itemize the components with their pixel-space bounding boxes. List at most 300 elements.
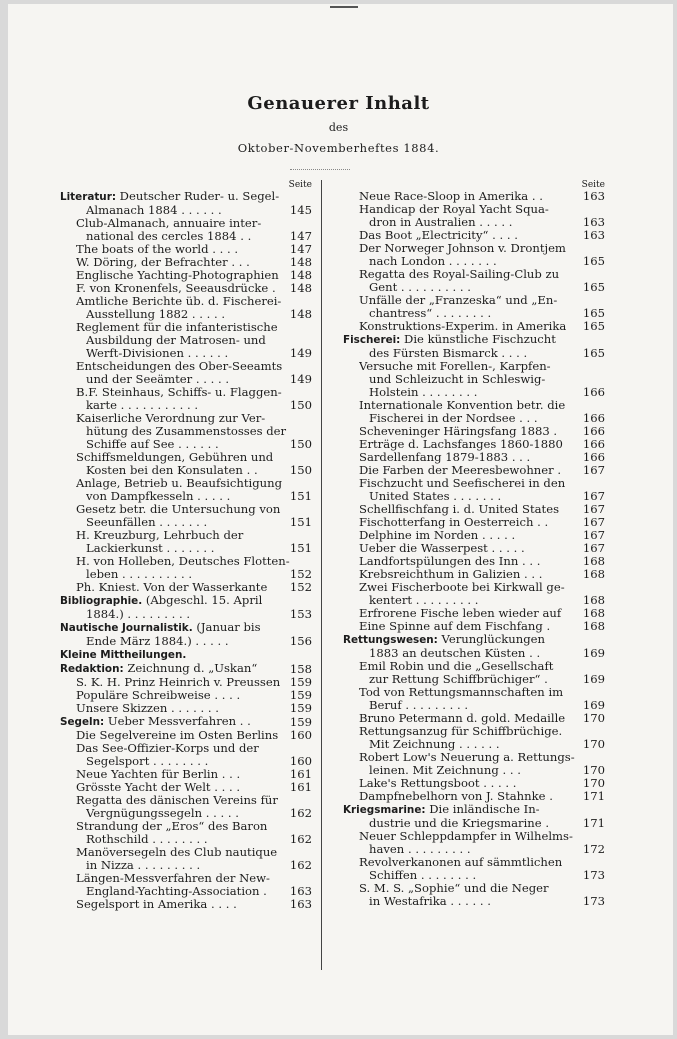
toc-entry-title: Entscheidungen des Ober-Seeamts: [76, 360, 283, 373]
toc-entry-title: Fischerei in der Nordsee . . .: [369, 412, 538, 425]
toc-entry: [60, 282, 312, 295]
toc-page-number: 148: [289, 268, 312, 282]
toc-entry: [60, 807, 312, 820]
toc-page-number: 165: [582, 280, 605, 294]
toc-entry-text: [359, 242, 605, 255]
toc-entry-text: [86, 490, 290, 503]
toc-entry-text: [86, 568, 290, 581]
toc-page-number: 162: [289, 806, 312, 820]
toc-entry-text: [359, 399, 605, 412]
toc-entry-text: [369, 699, 583, 712]
toc-entry: [343, 347, 605, 360]
toc-entry: [60, 347, 312, 360]
toc-entry-title: Handicap der Royal Yacht Squa-: [359, 203, 549, 216]
toc-entry-text: [359, 464, 583, 477]
toc-entry-title: zur Rettung Schiffbrüchiger“ .: [369, 673, 548, 686]
toc-entry: [343, 686, 605, 699]
top-rule: [330, 6, 358, 8]
toc-category: Nautische Journalistik.: [60, 622, 193, 634]
toc-page-number: 162: [289, 832, 312, 846]
toc-entry-title: Fischotterfang in Oesterreich . .: [359, 516, 549, 529]
toc-entry: [343, 503, 605, 516]
toc-category: Literatur:: [60, 191, 116, 203]
toc-entry-text: [369, 673, 583, 686]
toc-page-number: 169: [582, 646, 605, 660]
toc-entry-title: Schiffsmeldungen, Gebühren und: [76, 451, 274, 464]
toc-page-number: 165: [582, 346, 605, 360]
toc-page-number: 148: [289, 281, 312, 295]
toc-entry-text: [76, 689, 290, 702]
toc-entry: [343, 555, 605, 568]
toc-left-list: [60, 190, 312, 911]
toc-entry-text: [76, 243, 290, 256]
toc-category: Kriegsmarine:: [343, 804, 426, 816]
toc-entry: [343, 647, 605, 660]
toc-entry-text: [86, 516, 290, 529]
toc-entry: [343, 190, 605, 203]
toc-entry-text: [60, 648, 312, 662]
toc-entry-text: [76, 742, 312, 755]
toc-entry: [343, 725, 605, 738]
toc-page-number: 153: [289, 607, 312, 621]
toc-entry-title: Zwei Fischerboote bei Kirkwall ge-: [359, 581, 565, 594]
toc-entry: [60, 846, 312, 859]
toc-page-number: 165: [582, 306, 605, 320]
toc-entry: [343, 203, 605, 216]
toc-entry: [60, 729, 312, 742]
toc-entry: [60, 477, 312, 490]
toc-entry: [60, 635, 312, 648]
toc-entry-text: [76, 846, 312, 859]
toc-page-number: 168: [582, 593, 605, 607]
toc-entry-title: Rettungsanzug für Schiffbrüchige.: [359, 725, 563, 738]
toc-entry: [60, 689, 312, 702]
toc-entry: [60, 568, 312, 581]
toc-entry: [60, 190, 312, 204]
toc-page-number: 173: [582, 868, 605, 882]
toc-entry-title: H. von Holleben, Deutsches Flotten-: [76, 555, 290, 568]
toc-entry: [343, 673, 605, 686]
toc-entry-title: Delphine im Norden . . . . .: [359, 529, 516, 542]
toc-entry-text: [76, 269, 290, 282]
toc-entry-title: Unsere Skizzen . . . . . . .: [76, 702, 219, 715]
toc-entry: [60, 621, 312, 635]
toc-page-number: 163: [289, 884, 312, 898]
toc-entry-title: Populäre Schreibweise . . . .: [76, 689, 241, 702]
toc-entry-title: Strandung der „Eros“ des Baron: [76, 820, 268, 833]
toc-entry: [60, 451, 312, 464]
toc-entry-text: [359, 620, 583, 633]
toc-page-number: 150: [289, 437, 312, 451]
toc-entry-title: Englische Yachting-Photographien: [76, 269, 279, 282]
toc-entry: [60, 334, 312, 347]
toc-entry-title: Tod von Rettungsmannschaften im: [359, 686, 564, 699]
toc-entry: [343, 843, 605, 856]
toc-page-number: 158: [289, 662, 312, 676]
toc-page-number: 170: [582, 711, 605, 725]
toc-entry: [343, 307, 605, 320]
toc-entry-text: [359, 529, 583, 542]
toc-entry: [343, 360, 605, 373]
toc-page-number: 167: [582, 463, 605, 477]
toc-entry: [60, 676, 312, 689]
toc-entry-title: Unfälle der „Franzeska“ und „En-: [359, 294, 558, 307]
toc-entry: [343, 399, 605, 412]
toc-entry: [60, 503, 312, 516]
toc-page-number: 170: [582, 737, 605, 751]
toc-entry-text: [369, 594, 583, 607]
toc-entry-title: 1883 an deutschen Küsten . .: [369, 647, 541, 660]
toc-entry: [60, 386, 312, 399]
toc-entry-title: Regatta des dänischen Vereins für: [76, 794, 278, 807]
toc-entry: [343, 438, 605, 451]
toc-entry-title: B.F. Steinhaus, Schiffs- u. Flaggen-: [76, 386, 282, 399]
toc-entry-text: [86, 755, 290, 768]
toc-entry: [60, 781, 312, 794]
toc-entry: [60, 898, 312, 911]
toc-entry-text: [86, 542, 290, 555]
toc-entry: [343, 738, 605, 751]
toc-entry-text: [359, 360, 605, 373]
toc-entry-title: Die künstliche Fischzucht: [400, 333, 556, 346]
toc-entry-title: Robert Low's Neuerung a. Rettungs-: [359, 751, 575, 764]
toc-entry-text: [369, 347, 583, 360]
toc-entry-text: [76, 555, 312, 568]
toc-entry-text: [60, 715, 290, 729]
toc-entry-text: [86, 438, 290, 451]
toc-entry-title: Gesetz betr. die Untersuchung von: [76, 503, 281, 516]
toc-entry-title: chantress“ . . . . . . . .: [369, 307, 492, 320]
toc-page-number: 161: [289, 780, 312, 794]
toc-entry-text: [359, 856, 605, 869]
toc-entry-title: in Nizza . . . . . . . . .: [86, 859, 201, 872]
toc-entry-title: Ende März 1884.) . . . . .: [86, 635, 229, 648]
toc-entry-text: [76, 477, 312, 490]
toc-entry-text: [60, 594, 312, 608]
toc-entry-title: Schellfischfang i. d. United States: [359, 503, 560, 516]
toc-category: Rettungswesen:: [343, 634, 438, 646]
toc-entry: [60, 555, 312, 568]
toc-entry-text: [359, 568, 583, 581]
toc-entry-text: [86, 230, 290, 243]
toc-entry: [343, 490, 605, 503]
toc-entry-text: [359, 542, 583, 555]
toc-entry-text: [76, 451, 312, 464]
toc-entry-text: [76, 256, 290, 269]
toc-page-number: 165: [582, 319, 605, 333]
toc-entry: [343, 581, 605, 594]
column-divider: [321, 180, 322, 970]
toc-right-list: [343, 190, 605, 908]
toc-page-number: 159: [289, 701, 312, 715]
toc-entry-text: [359, 477, 605, 490]
toc-entry-title: dustrie und die Kriegsmarine .: [369, 817, 550, 830]
toc-entry-text: [86, 425, 312, 438]
toc-entry-text: [86, 464, 290, 477]
toc-entry-text: [86, 833, 290, 846]
toc-page-number: 168: [582, 606, 605, 620]
toc-entry-text: [359, 268, 605, 281]
toc-entry-title: Bruno Petermann d. gold. Medaille: [359, 712, 566, 725]
toc-entry: [343, 320, 605, 333]
toc-page-number: 162: [289, 858, 312, 872]
toc-entry-title: Revolverkanonen auf sämmtlichen: [359, 856, 563, 869]
page-title: Genauerer Inhalt: [247, 93, 430, 114]
toc-category: Kleine Mittheilungen.: [60, 649, 187, 661]
toc-entry: [343, 255, 605, 268]
toc-page-number: 163: [582, 215, 605, 229]
toc-entry: [60, 742, 312, 755]
toc-entry-text: [359, 451, 583, 464]
toc-entry-title: Das Boot „Electricity“ . . . .: [359, 229, 518, 242]
toc-entry-text: [359, 516, 583, 529]
toc-entry-title: Landfortspülungen des Inn . . .: [359, 555, 541, 568]
toc-entry: [343, 451, 605, 464]
toc-entry-title: Ueber die Wasserpest . . . . .: [359, 542, 525, 555]
toc-entry-text: [359, 581, 605, 594]
toc-entry-text: [86, 204, 290, 217]
toc-entry: [343, 777, 605, 790]
toc-entry-text: [369, 216, 583, 229]
toc-entry-title: Manöversegeln des Club nautique: [76, 846, 278, 859]
toc-entry-title: Almanach 1884 . . . . . .: [86, 204, 222, 217]
toc-entry: [343, 712, 605, 725]
toc-category: Segeln:: [60, 716, 105, 728]
toc-entry: [60, 715, 312, 729]
toc-page-number: 159: [289, 675, 312, 689]
toc-entry: [60, 820, 312, 833]
toc-entry: [60, 373, 312, 386]
toc-page-number: 169: [582, 672, 605, 686]
toc-entry: [343, 594, 605, 607]
toc-entry-title: Versuche mit Forellen-, Karpfen-: [359, 360, 551, 373]
toc-entry-title: von Dampfkesseln . . . . .: [86, 490, 231, 503]
toc-page-number: 163: [582, 189, 605, 203]
toc-entry-title: Neue Race-Sloop in Amerika . .: [359, 190, 543, 203]
toc-entry-text: [76, 702, 290, 715]
toc-entry-text: [76, 820, 312, 833]
toc-entry-title: Holstein . . . . . . . .: [369, 386, 478, 399]
toc-page-number: 166: [582, 424, 605, 438]
toc-entry-title: Ph. Kniest. Von der Wasserkante: [76, 581, 268, 594]
toc-entry-title: Reglement für die infanteristische: [76, 321, 278, 334]
toc-entry: [343, 869, 605, 882]
toc-entry-title: karte . . . . . . . . . . .: [86, 399, 199, 412]
toc-page-number: 148: [289, 255, 312, 269]
toc-page-number: 170: [582, 776, 605, 790]
toc-entry-text: [369, 869, 583, 882]
toc-entry-text: [359, 320, 583, 333]
toc-entry: [343, 464, 605, 477]
toc-page-number: 149: [289, 372, 312, 386]
toc-page-number: 151: [289, 489, 312, 503]
toc-entry-title: Krebsreichthum in Galizien . . .: [359, 568, 543, 581]
toc-entry-title: Grösste Yacht der Welt . . . .: [76, 781, 241, 794]
toc-page-number: 152: [289, 580, 312, 594]
toc-entry-title: Anlage, Betrieb u. Beaufsichtigung: [76, 477, 283, 490]
toc-page-number: 149: [289, 346, 312, 360]
toc-page-number: 168: [582, 619, 605, 633]
toc-entry: [60, 360, 312, 373]
toc-entry-title: und Schleizucht in Schleswig-: [369, 373, 546, 386]
toc-entry-title: Segelsport . . . . . . . .: [86, 755, 209, 768]
toc-entry-text: [359, 190, 583, 203]
toc-entry-title: England-Yachting-Association .: [86, 885, 267, 898]
toc-entry: [60, 648, 312, 662]
toc-entry-text: [359, 294, 605, 307]
toc-entry-title: Die Segelvereine im Osten Berlins: [76, 729, 279, 742]
toc-entry-title: Vergnügungssegeln . . . . .: [86, 807, 239, 820]
toc-entry: [343, 412, 605, 425]
toc-entry-title: Kosten bei den Konsulaten . .: [86, 464, 258, 477]
toc-entry-text: [86, 373, 290, 386]
toc-entry: [60, 204, 312, 217]
toc-entry-text: [369, 412, 583, 425]
toc-entry-title: Ausbildung der Matrosen- und: [86, 334, 266, 347]
toc-entry-text: [369, 490, 583, 503]
toc-entry: [343, 425, 605, 438]
toc-page-number: 156: [289, 634, 312, 648]
toc-entry-text: [76, 529, 312, 542]
toc-entry-title: Konstruktions-Experim. in Amerika: [359, 320, 567, 333]
toc-entry-text: [369, 843, 583, 856]
toc-page-number: 145: [289, 203, 312, 217]
toc-entry-title: W. Döring, der Befrachter . . .: [76, 256, 250, 269]
toc-page-number: 172: [582, 842, 605, 856]
ornament-divider: [290, 163, 350, 170]
toc-entry-text: [76, 295, 312, 308]
toc-entry-title: Der Norweger Johnson v. Drontjem: [359, 242, 566, 255]
toc-entry-text: [76, 872, 312, 885]
toc-entry-title: Rothschild . . . . . . . .: [86, 833, 208, 846]
toc-page-number: 169: [582, 698, 605, 712]
toc-entry-text: [76, 729, 290, 742]
toc-entry-text: [76, 768, 290, 781]
toc-page-number: 165: [582, 254, 605, 268]
toc-entry-title: Erfrorene Fische leben wieder auf: [359, 607, 562, 620]
toc-page-number: 171: [582, 816, 605, 830]
toc-entry: [343, 856, 605, 869]
toc-entry-title: Die inländische In-: [425, 803, 540, 816]
toc-entry: [60, 295, 312, 308]
toc-entry-text: [60, 662, 290, 676]
toc-entry-text: [369, 386, 583, 399]
toc-entry-title: Regatta des Royal-Sailing-Club zu: [359, 268, 560, 281]
toc-entry-title: H. Kreuzburg, Lehrbuch der: [76, 529, 244, 542]
toc-entry: [60, 217, 312, 230]
toc-entry: [60, 885, 312, 898]
toc-entry: [343, 607, 605, 620]
toc-page-number: 163: [582, 228, 605, 242]
toc-page-number: 150: [289, 398, 312, 412]
toc-entry-title: Eine Spinne auf dem Fischfang .: [359, 620, 551, 633]
toc-entry-text: [86, 885, 290, 898]
toc-entry-title: Schiffe auf See . . . . . .: [86, 438, 219, 451]
toc-page-number: 160: [289, 754, 312, 768]
toc-entry-title: Lackierkunst . . . . . . .: [86, 542, 215, 555]
toc-entry: [343, 895, 605, 908]
toc-entry-title: haven . . . . . . . . .: [369, 843, 471, 856]
toc-entry-text: [86, 334, 312, 347]
toc-entry-title: S. K. H. Prinz Heinrich v. Preussen: [76, 676, 281, 689]
toc-entry-title: Erträge d. Lachsfanges 1860-1880: [359, 438, 563, 451]
toc-entry: [343, 229, 605, 242]
toc-entry-text: [369, 373, 605, 386]
toc-entry: [343, 529, 605, 542]
toc-entry: [343, 216, 605, 229]
toc-entry-text: [369, 764, 583, 777]
toc-page-number: 171: [582, 789, 605, 803]
toc-entry-title: Mit Zeichnung . . . . . .: [369, 738, 500, 751]
toc-entry-title: (Abgeschl. 15. April: [142, 594, 263, 607]
issue-subtitle: Oktober-Novemberheftes 1884.: [237, 141, 440, 155]
toc-entry-title: Segelsport in Amerika . . . .: [76, 898, 237, 911]
toc-entry-title: nach London . . . . . . .: [369, 255, 497, 268]
toc-page-number: 159: [289, 715, 312, 729]
toc-entry-text: [359, 503, 583, 516]
toc-entry: [60, 702, 312, 715]
toc-page-number: 168: [582, 554, 605, 568]
toc-entry-text: [76, 781, 290, 794]
toc-entry: [60, 464, 312, 477]
toc-entry-title: kentert . . . . . . . . .: [369, 594, 479, 607]
toc-entry-text: [76, 581, 290, 594]
toc-page-number: 170: [582, 763, 605, 777]
toc-entry: [60, 594, 312, 608]
toc-entry: [60, 243, 312, 256]
toc-entry-text: [86, 308, 290, 321]
toc-entry-text: [369, 647, 583, 660]
toc-entry-text: [86, 399, 290, 412]
toc-entry: [60, 608, 312, 621]
toc-entry: [343, 620, 605, 633]
toc-entry-text: [359, 830, 605, 843]
toc-entry-text: [359, 712, 583, 725]
toc-entry: [60, 516, 312, 529]
toc-entry: [60, 833, 312, 846]
toc-entry: [60, 425, 312, 438]
toc-entry-text: [76, 898, 290, 911]
toc-entry-title: S. M. S. „Sophie“ und die Neger: [359, 882, 549, 895]
toc-entry: [343, 790, 605, 803]
toc-entry-text: [76, 412, 312, 425]
toc-entry: [60, 542, 312, 555]
page-subtitle: des: [328, 121, 349, 134]
toc-entry-text: [359, 203, 605, 216]
toc-entry-title: Kaiserliche Verordnung zur Ver-: [76, 412, 266, 425]
toc-entry-text: [86, 859, 290, 872]
toc-entry: [60, 490, 312, 503]
toc-page-number: 147: [289, 242, 312, 256]
toc-entry: [343, 294, 605, 307]
toc-entry-text: [359, 555, 583, 568]
toc-entry-title: Ueber Messverfahren . .: [104, 715, 251, 728]
toc-page-number: 160: [289, 728, 312, 742]
toc-category: Bibliographie.: [60, 595, 143, 607]
toc-entry-title: Schiffen . . . . . . . .: [369, 869, 477, 882]
toc-entry-title: United States . . . . . . .: [369, 490, 502, 503]
toc-page-number: 167: [582, 515, 605, 529]
toc-entry-text: [369, 817, 583, 830]
toc-entry: [343, 751, 605, 764]
toc-entry: [60, 321, 312, 334]
toc-entry-title: Gent . . . . . . . . . .: [369, 281, 471, 294]
toc-entry-text: [76, 360, 312, 373]
toc-entry-text: [359, 882, 605, 895]
toc-entry-title: leben . . . . . . . . . .: [86, 568, 193, 581]
seite-label: Seite: [581, 180, 605, 190]
toc-entry: [343, 516, 605, 529]
